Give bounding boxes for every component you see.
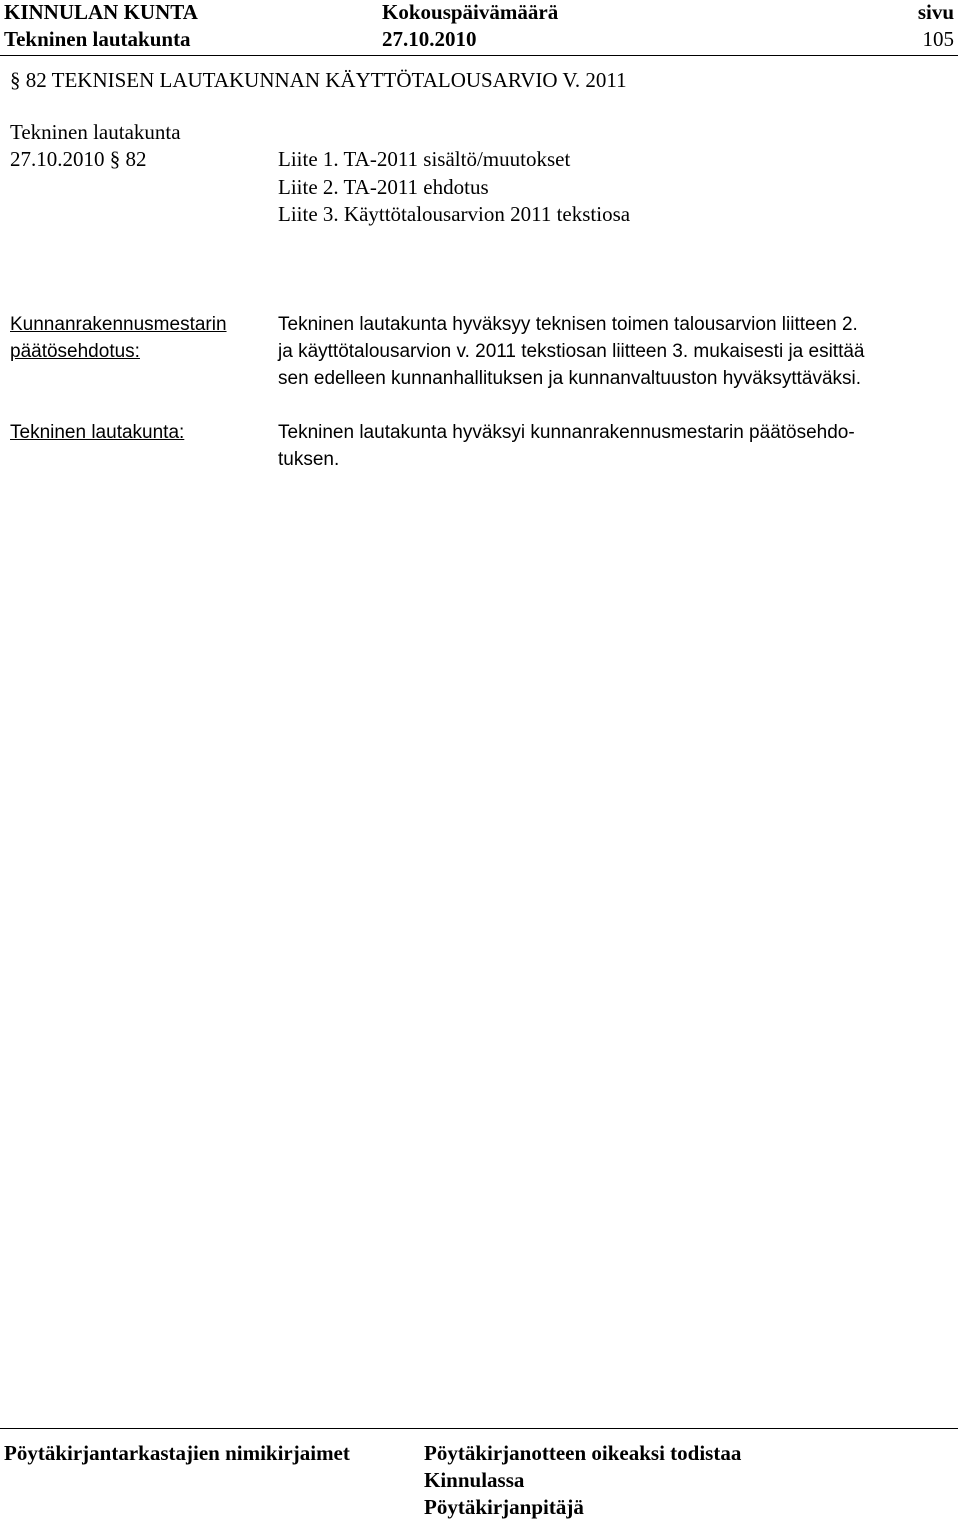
footer-certify: Pöytäkirjanotteen oikeaksi todistaa (424, 1441, 742, 1465)
footer-initials: Pöytäkirjantarkastajien nimikirjaimet (4, 1441, 350, 1465)
meeting-date-label: Kokouspäivämäärä (382, 0, 559, 24)
decision-text (278, 422, 958, 476)
page-label: sivu (917, 0, 954, 24)
proposal-label-line1: Kunnanrakennusmestarin (10, 314, 227, 335)
header-rule (0, 55, 958, 56)
decision-label: Tekninen lautakunta: (10, 422, 185, 443)
meeting-date: 27.10.2010 (382, 27, 477, 51)
proposal-text-line: ja käyttötalousarvion v. 2011 tekstiosan liitteen 3. mukaisesti ja esittää (278, 341, 865, 362)
section-title (10, 68, 627, 93)
footer-rule (0, 1428, 958, 1429)
attachment-2: Liite 2. TA-2011 ehdotus (278, 175, 489, 199)
org-name: KINNULAN KUNTA (4, 0, 198, 24)
section-sign: § (10, 68, 21, 92)
reference-date: 27.10.2010 (10, 147, 105, 171)
page-number: 105 (922, 27, 954, 51)
reference-board: Tekninen lautakunta (10, 120, 181, 144)
reference-number: 82 (125, 147, 147, 171)
board-name: Tekninen lautakunta (4, 27, 191, 51)
reference-sign: § (109, 147, 121, 171)
reference-line (10, 147, 147, 172)
decision-text-line: tuksen. (278, 449, 340, 470)
proposal-text (278, 314, 958, 395)
proposal-text-line: sen edelleen kunnanhallituksen ja kunnanvaltuuston hyväksyttäväksi. (278, 368, 862, 389)
proposal-label-line2: päätösehdotus: (10, 341, 140, 362)
proposal-text-line: Tekninen lautakunta hyväksyy teknisen toimen talousarvion liitteen 2. (278, 314, 858, 335)
attachment-3: Liite 3. Käyttötalousarvion 2011 tekstiosa (278, 202, 631, 226)
decision-text-line: Tekninen lautakunta hyväksyi kunnanrakennusmestarin päätösehdo- (278, 422, 855, 443)
attachment-1: Liite 1. TA-2011 sisältö/muutokset (278, 147, 571, 171)
section-title-text: 82 TEKNISEN LAUTAKUNNAN KÄYTTÖTALOUSARVIO V. 2011 (25, 68, 627, 92)
footer-secretary: Pöytäkirjanpitäjä (424, 1495, 584, 1519)
footer-place: Kinnulassa (424, 1468, 525, 1492)
